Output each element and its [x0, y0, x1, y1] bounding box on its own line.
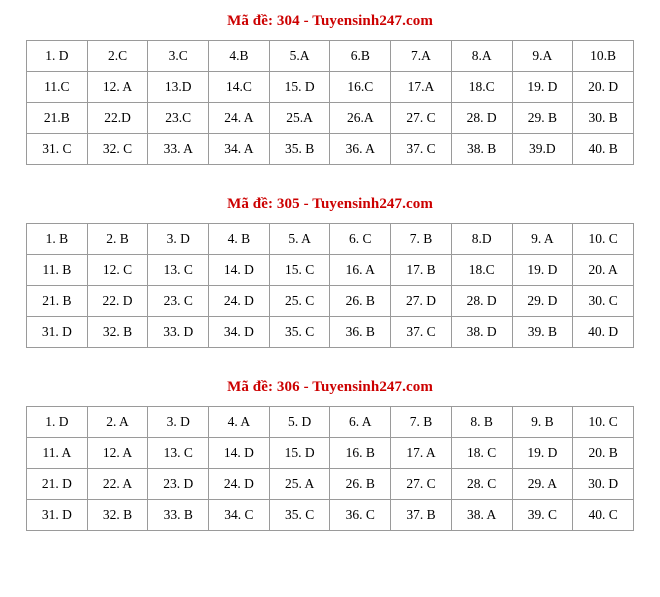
answer-cell: 26. B	[330, 286, 391, 317]
answer-cell: 34. D	[209, 317, 270, 348]
answer-cell: 21. D	[27, 469, 88, 500]
table-row	[27, 438, 634, 469]
answer-cell: 35. C	[269, 500, 330, 531]
table-row	[27, 72, 634, 103]
answer-cell: 36. C	[330, 500, 391, 531]
answer-block-304	[0, 0, 660, 165]
answer-cell: 10. C	[573, 224, 634, 255]
answer-cell: 26.A	[330, 103, 391, 134]
answer-cell: 31. D	[27, 500, 88, 531]
answer-cell: 32. B	[87, 317, 148, 348]
table-row	[27, 500, 634, 531]
table-row	[27, 224, 634, 255]
answer-cell: 33. A	[148, 134, 209, 165]
table-row	[27, 103, 634, 134]
answer-cell: 17.A	[391, 72, 452, 103]
answer-cell: 24. A	[209, 103, 270, 134]
answer-cell: 18.C	[451, 255, 512, 286]
answer-table	[26, 40, 634, 165]
answer-cell: 17. B	[391, 255, 452, 286]
answer-cell: 19. D	[512, 438, 573, 469]
answer-cell: 22. D	[87, 286, 148, 317]
answer-cell: 9. B	[512, 407, 573, 438]
answer-cell: 7. B	[391, 224, 452, 255]
answer-cell: 9. A	[512, 224, 573, 255]
answer-cell: 16. B	[330, 438, 391, 469]
answer-cell: 30. B	[573, 103, 634, 134]
answer-cell: 20. A	[573, 255, 634, 286]
answer-cell: 12. A	[87, 72, 148, 103]
answer-cell: 27. C	[391, 469, 452, 500]
answer-cell: 27. D	[391, 286, 452, 317]
answer-cell: 36. A	[330, 134, 391, 165]
answer-cell: 5. D	[269, 407, 330, 438]
answer-cell: 31. D	[27, 317, 88, 348]
answer-table	[26, 223, 634, 348]
answer-cell: 24. D	[209, 286, 270, 317]
table-row	[27, 469, 634, 500]
answer-cell: 12. C	[87, 255, 148, 286]
answer-cell: 25.A	[269, 103, 330, 134]
answer-cell: 12. A	[87, 438, 148, 469]
answer-cell: 29. B	[512, 103, 573, 134]
answer-cell: 35. C	[269, 317, 330, 348]
answer-cell: 15. D	[269, 72, 330, 103]
answer-cell: 18.C	[451, 72, 512, 103]
answer-cell: 40. B	[573, 134, 634, 165]
answer-cell: 11. B	[27, 255, 88, 286]
answer-cell: 10. C	[573, 407, 634, 438]
answer-cell: 33. D	[148, 317, 209, 348]
answer-cell: 40. C	[573, 500, 634, 531]
answer-table	[26, 406, 634, 531]
answer-cell: 14.C	[209, 72, 270, 103]
answer-cell: 38. B	[451, 134, 512, 165]
answer-cell: 6. C	[330, 224, 391, 255]
table-row	[27, 134, 634, 165]
table-row	[27, 41, 634, 72]
answer-cell: 11.C	[27, 72, 88, 103]
answer-cell: 8. B	[451, 407, 512, 438]
answer-cell: 30. D	[573, 469, 634, 500]
answer-cell: 1. D	[27, 41, 88, 72]
answer-cell: 19. D	[512, 255, 573, 286]
answer-cell: 16.C	[330, 72, 391, 103]
answer-cell: 7. B	[391, 407, 452, 438]
answer-cell: 29. D	[512, 286, 573, 317]
answer-cell: 3.C	[148, 41, 209, 72]
answer-cell: 36. B	[330, 317, 391, 348]
answer-cell: 11. A	[27, 438, 88, 469]
table-row	[27, 255, 634, 286]
answer-cell: 8.D	[451, 224, 512, 255]
answer-cell: 31. C	[27, 134, 88, 165]
table-row	[27, 286, 634, 317]
answer-cell: 22.D	[87, 103, 148, 134]
answer-cell: 6.B	[330, 41, 391, 72]
answer-cell: 39. B	[512, 317, 573, 348]
answer-cell: 13.D	[148, 72, 209, 103]
answer-cell: 28. D	[451, 103, 512, 134]
answer-cell: 3. D	[148, 224, 209, 255]
answer-cell: 4. B	[209, 224, 270, 255]
answer-cell: 3. D	[148, 407, 209, 438]
answer-cell: 1. B	[27, 224, 88, 255]
exam-code-title: Mã đề: 306 - Tuyensinh247.com	[227, 379, 433, 395]
answer-cell: 17. A	[391, 438, 452, 469]
answer-cell: 21.B	[27, 103, 88, 134]
answer-cell: 28. D	[451, 286, 512, 317]
answer-cell: 39.D	[512, 134, 573, 165]
answer-cell: 34. C	[209, 500, 270, 531]
answer-cell: 32. B	[87, 500, 148, 531]
answer-cell: 13. C	[148, 438, 209, 469]
answer-cell: 1. D	[27, 407, 88, 438]
answer-cell: 15. D	[269, 438, 330, 469]
answer-cell: 37. C	[391, 317, 452, 348]
answer-cell: 27. C	[391, 103, 452, 134]
answer-cell: 20. D	[573, 72, 634, 103]
answer-cell: 26. B	[330, 469, 391, 500]
answer-cell: 18. C	[451, 438, 512, 469]
answer-cell: 30. C	[573, 286, 634, 317]
answer-cell: 21. B	[27, 286, 88, 317]
answer-cell: 39. C	[512, 500, 573, 531]
answer-cell: 28. C	[451, 469, 512, 500]
answer-cell: 15. C	[269, 255, 330, 286]
answer-cell: 8.A	[451, 41, 512, 72]
answer-cell: 9.A	[512, 41, 573, 72]
answer-cell: 22. A	[87, 469, 148, 500]
answer-cell: 5.A	[269, 41, 330, 72]
answer-cell: 35. B	[269, 134, 330, 165]
answer-cell: 38. A	[451, 500, 512, 531]
answer-cell: 40. D	[573, 317, 634, 348]
answer-cell: 4. A	[209, 407, 270, 438]
answer-cell: 33. B	[148, 500, 209, 531]
answer-cell: 2.C	[87, 41, 148, 72]
answer-cell: 14. D	[209, 438, 270, 469]
answer-cell: 10.B	[573, 41, 634, 72]
answer-cell: 29. A	[512, 469, 573, 500]
answer-cell: 38. D	[451, 317, 512, 348]
answer-cell: 2. A	[87, 407, 148, 438]
answer-cell: 34. A	[209, 134, 270, 165]
answer-cell: 25. C	[269, 286, 330, 317]
answer-block-305	[0, 165, 660, 348]
answer-cell: 37. B	[391, 500, 452, 531]
answer-cell: 23. D	[148, 469, 209, 500]
answer-cell: 14. D	[209, 255, 270, 286]
exam-code-title: Mã đề: 305 - Tuyensinh247.com	[227, 196, 433, 212]
table-row	[27, 317, 634, 348]
answer-cell: 24. D	[209, 469, 270, 500]
answer-cell: 23. C	[148, 286, 209, 317]
answer-cell: 2. B	[87, 224, 148, 255]
answer-cell: 19. D	[512, 72, 573, 103]
answer-cell: 7.A	[391, 41, 452, 72]
answer-block-306	[0, 348, 660, 531]
answer-cell: 32. C	[87, 134, 148, 165]
answer-cell: 6. A	[330, 407, 391, 438]
exam-code-title: Mã đề: 304 - Tuyensinh247.com	[227, 13, 433, 29]
answer-cell: 20. B	[573, 438, 634, 469]
answer-cell: 23.C	[148, 103, 209, 134]
answer-cell: 5. A	[269, 224, 330, 255]
answer-cell: 37. C	[391, 134, 452, 165]
table-row	[27, 407, 634, 438]
answer-cell: 4.B	[209, 41, 270, 72]
answer-cell: 13. C	[148, 255, 209, 286]
answer-cell: 16. A	[330, 255, 391, 286]
answer-cell: 25. A	[269, 469, 330, 500]
